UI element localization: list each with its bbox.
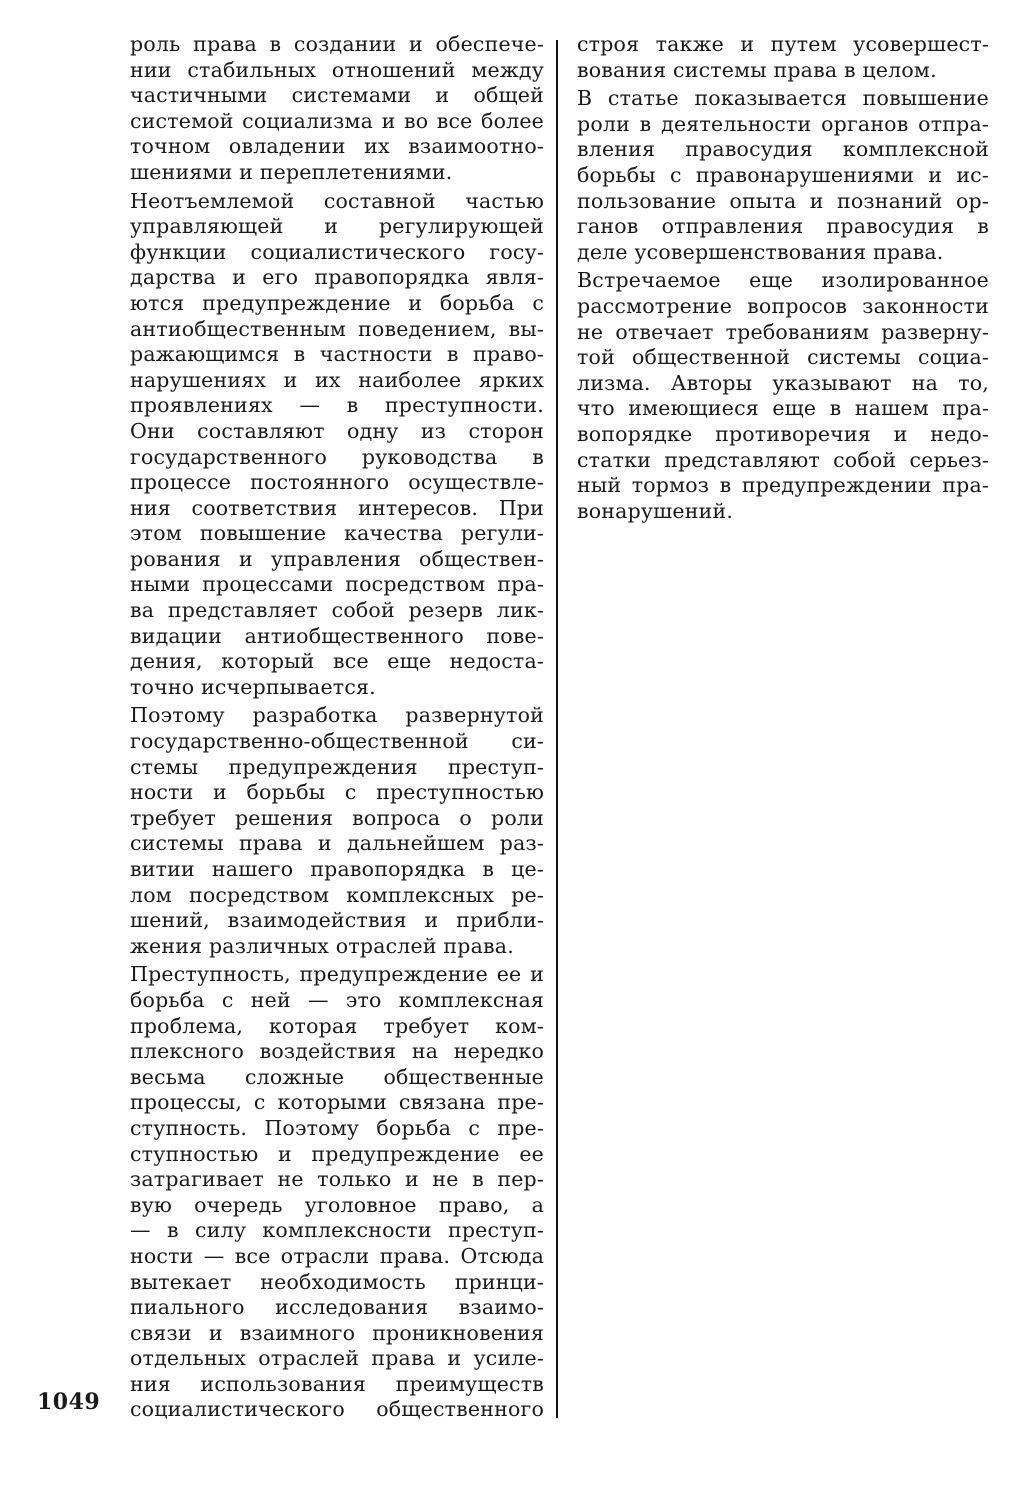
paragraph bbox=[577, 32, 989, 83]
text-line: вонарушений. bbox=[577, 498, 734, 523]
text-line: вытекает необходимость принци- bbox=[130, 1269, 544, 1294]
text-line: роли в деятельности органов отпра- bbox=[577, 111, 989, 136]
text-line: не отвечает требованиям разверну- bbox=[577, 319, 989, 344]
text-line: нии стабильных отношений между bbox=[130, 57, 544, 82]
text-line: весьма сложные общественные bbox=[130, 1064, 544, 1089]
text-line: Они составляют одну из сторон bbox=[130, 418, 544, 443]
text-line: государственного руководства в bbox=[130, 444, 544, 469]
right-text-column bbox=[577, 32, 989, 527]
text-line: ный тормоз в предупреждении пра- bbox=[577, 473, 989, 498]
text-line: проблема, которая требует ком- bbox=[130, 1013, 544, 1038]
text-line: ются предупреждение и борьба с bbox=[130, 290, 544, 315]
text-line: той общественной системы социа- bbox=[577, 345, 989, 370]
text-line: этом повышение качества регули- bbox=[130, 521, 544, 546]
text-line: видации антиобщественного пове- bbox=[130, 623, 544, 648]
text-line: борьба с ней — это комплексная bbox=[130, 987, 544, 1012]
text-line: частичными системами и общей bbox=[130, 83, 544, 108]
text-line: отдельных отраслей права и усиле- bbox=[130, 1346, 544, 1371]
text-line: ности и борьбы с преступностью bbox=[130, 780, 544, 805]
text-line: статки представляют собой серьез- bbox=[577, 447, 989, 472]
text-line: Преступность, предупреждение ее и bbox=[130, 962, 544, 987]
text-line: Встречаемое еще изолированное bbox=[577, 268, 989, 293]
page-number: 1049 bbox=[37, 1389, 101, 1415]
paragraph bbox=[577, 268, 989, 524]
text-line: ности — все отрасли права. Отсюда bbox=[130, 1243, 544, 1268]
text-line: дарства и его правопорядка явля- bbox=[130, 265, 544, 290]
text-line: ния использования преимуществ bbox=[130, 1371, 544, 1396]
text-line: В статье показывается повышение bbox=[577, 86, 989, 111]
text-line: — в силу комплексности преступ- bbox=[130, 1218, 544, 1243]
paragraph bbox=[577, 86, 989, 265]
text-line: ступность. Поэтому борьба с пре- bbox=[130, 1115, 544, 1140]
text-line: дения, который все еще недоста- bbox=[130, 649, 544, 674]
text-line: управляющей и регулирующей bbox=[130, 214, 544, 239]
text-line: ва представляет собой резерв лик- bbox=[130, 598, 544, 623]
text-line: рассмотрение вопросов законности bbox=[577, 293, 989, 318]
text-line: ступностью и предупреждение ее bbox=[130, 1141, 544, 1166]
text-line: функции социалистического госу- bbox=[130, 239, 544, 264]
text-line: социалистического общественного bbox=[130, 1397, 544, 1422]
text-line: Неотъемлемой составной частью bbox=[130, 188, 544, 213]
text-line: витии нашего правопорядка в це- bbox=[130, 857, 544, 881]
text-line: шениями и переплетениями. bbox=[130, 159, 453, 184]
paragraph bbox=[130, 962, 544, 1423]
text-line: строя также и путем усовершест- bbox=[577, 32, 989, 56]
text-line: ными процессами посредством пра- bbox=[130, 572, 544, 597]
column-divider bbox=[556, 40, 558, 1418]
left-text-column bbox=[130, 32, 544, 1426]
paragraph bbox=[130, 703, 544, 959]
text-line: жения различных отраслей права. bbox=[130, 933, 514, 958]
text-line: шений, взаимодействия и прибли- bbox=[130, 908, 544, 933]
paragraph bbox=[130, 32, 544, 186]
text-line: точном овладении их взаимоотно- bbox=[130, 134, 544, 159]
text-line: что имеющиеся еще в нашем пра- bbox=[577, 396, 989, 421]
text-line: процессы, с которыми связана пре- bbox=[130, 1090, 544, 1115]
text-line: деле усовершенствования права. bbox=[577, 239, 944, 264]
text-line: ганов отправления правосудия в bbox=[577, 214, 989, 239]
text-line: рования и управления обществен- bbox=[130, 546, 544, 571]
text-line: борьбы с правонарушениями и ис- bbox=[577, 162, 989, 187]
text-line: стемы предупреждения преступ- bbox=[130, 754, 544, 779]
text-line: вления правосудия комплексной bbox=[577, 137, 989, 162]
text-line: точно исчерпывается. bbox=[130, 674, 376, 699]
text-line: ражающимся в частности в право- bbox=[130, 342, 544, 367]
text-line: антиобщественным поведением, вы- bbox=[130, 316, 544, 341]
text-line: требует решения вопроса о роли bbox=[130, 805, 544, 830]
text-line: пиального исследования взаимо- bbox=[130, 1295, 544, 1320]
text-line: Поэтому разработка развернутой bbox=[130, 703, 544, 728]
text-line: проявлениях — в преступности. bbox=[130, 393, 544, 418]
text-line: системы права и дальнейшем раз- bbox=[130, 831, 544, 856]
text-line: роль права в создании и обеспече- bbox=[130, 32, 544, 56]
text-line: затрагивает не только и не в пер- bbox=[130, 1167, 544, 1192]
text-line: ния соответствия интересов. При bbox=[130, 495, 544, 520]
text-line: связи и взаимного проникновения bbox=[130, 1320, 544, 1345]
text-line: процессе постоянного осуществле- bbox=[130, 470, 544, 495]
text-line: пользование опыта и познаний ор- bbox=[577, 188, 989, 213]
text-line: системой социализма и во все более bbox=[130, 108, 544, 133]
text-line: плексного воздействия на нередко bbox=[130, 1039, 544, 1064]
text-line: лом посредством комплексных ре- bbox=[130, 882, 544, 907]
paragraph bbox=[130, 189, 544, 701]
text-line: государственно-общественной си- bbox=[130, 729, 544, 754]
text-line: вую очередь уголовное право, а bbox=[130, 1192, 544, 1217]
text-line: лизма. Авторы указывают на то, bbox=[577, 370, 989, 395]
text-line: вования системы права в целом. bbox=[577, 57, 937, 82]
text-line: вопорядке противоречия и недо- bbox=[577, 421, 989, 446]
text-line: нарушениях и их наиболее ярких bbox=[130, 367, 544, 392]
